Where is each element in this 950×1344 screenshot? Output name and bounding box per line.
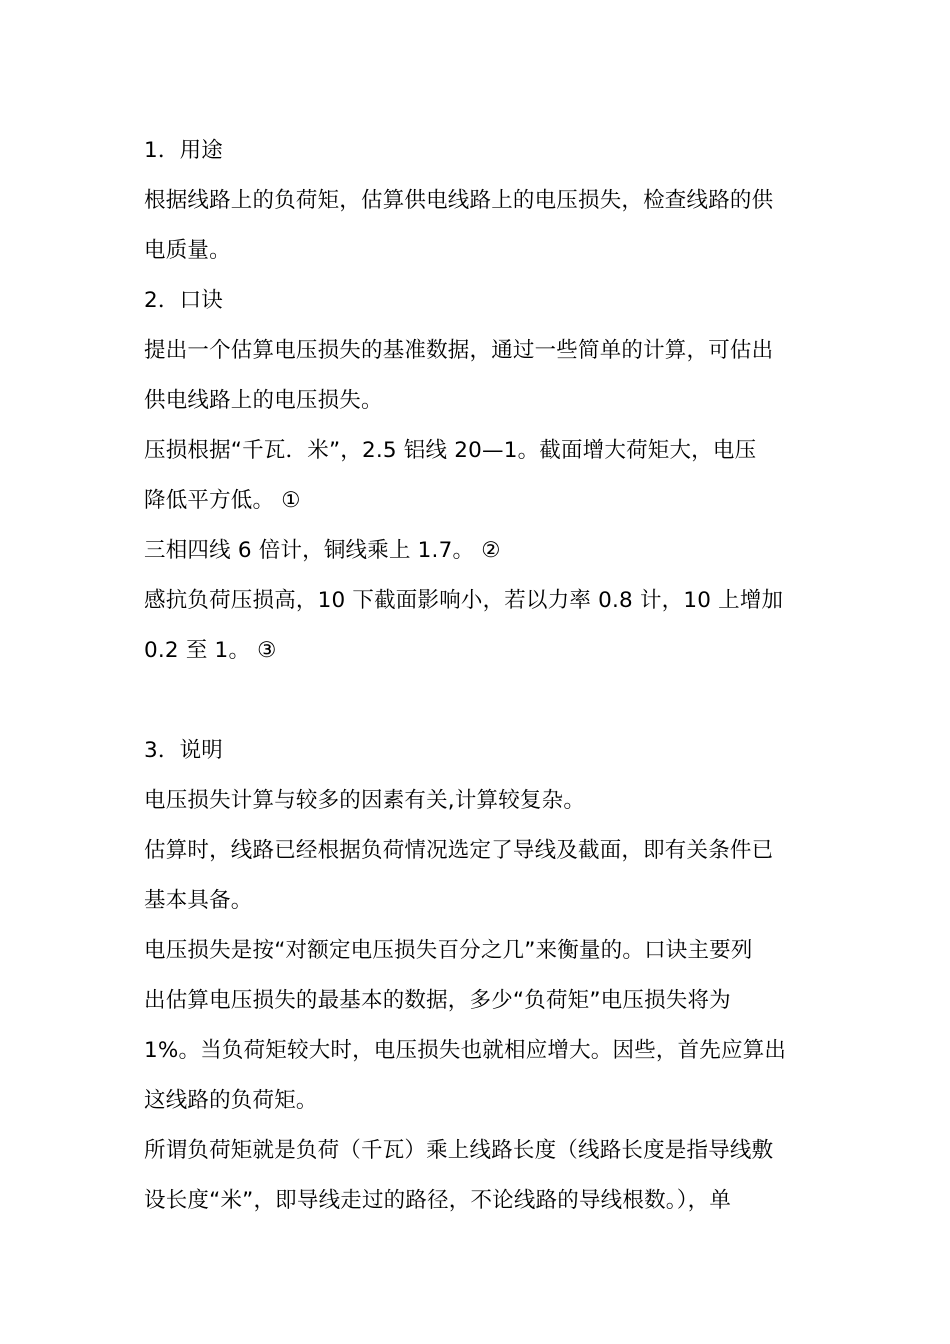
section-heading-explanation: 3．说明 xyxy=(144,738,223,763)
paragraph-line: 这线路的负荷矩。 xyxy=(144,1088,318,1113)
paragraph-line: 供电线路上的电压损失。 xyxy=(144,388,383,413)
blank-line xyxy=(144,676,810,726)
mnemonic-line: 感抗负荷压损高，10 下截面影响小，若以力率 0.8 计，10 上增加 xyxy=(144,588,784,613)
paragraph-line: 1%。当负荷矩较大时，电压损失也就相应增大。因些，首先应算出 xyxy=(144,1038,787,1063)
section-heading-usage: 1．用途 xyxy=(144,138,223,163)
paragraph-line: 估算时，线路已经根据负荷情况选定了导线及截面，即有关条件已 xyxy=(144,838,774,863)
paragraph-line: 所谓负荷矩就是负荷（千瓦）乘上线路长度（线路长度是指导线敷 xyxy=(144,1138,774,1163)
paragraph-line: 设长度“米”，即导线走过的路径，不论线路的导线根数。），单 xyxy=(144,1188,732,1213)
mnemonic-line: 压损根据“千瓦．米”，2.5 铝线 20—1。截面增大荷矩大，电压 xyxy=(144,438,757,463)
paragraph-line: 根据线路上的负荷矩，估算供电线路上的电压损失，检查线路的供 xyxy=(144,188,774,213)
mnemonic-line: 0.2 至 1。 ③ xyxy=(144,638,277,663)
paragraph-line: 提出一个估算电压损失的基准数据，通过一些简单的计算，可估出 xyxy=(144,338,774,363)
paragraph-line: 基本具备。 xyxy=(144,888,253,913)
section-heading-mnemonic: 2．口诀 xyxy=(144,288,223,313)
paragraph-line: 出估算电压损失的最基本的数据，多少“负荷矩”电压损失将为 xyxy=(144,988,731,1013)
mnemonic-line: 降低平方低。 ① xyxy=(144,488,301,513)
paragraph-line: 电质量。 xyxy=(144,238,231,263)
mnemonic-line: 三相四线 6 倍计，铜线乘上 1.7。 ② xyxy=(144,538,501,563)
document-body xyxy=(144,126,810,1226)
paragraph-line: 电压损失计算与较多的因素有关,计算较复杂。 xyxy=(144,788,586,813)
paragraph-line: 电压损失是按“对额定电压损失百分之几”来衡量的。口诀主要列 xyxy=(144,938,753,963)
